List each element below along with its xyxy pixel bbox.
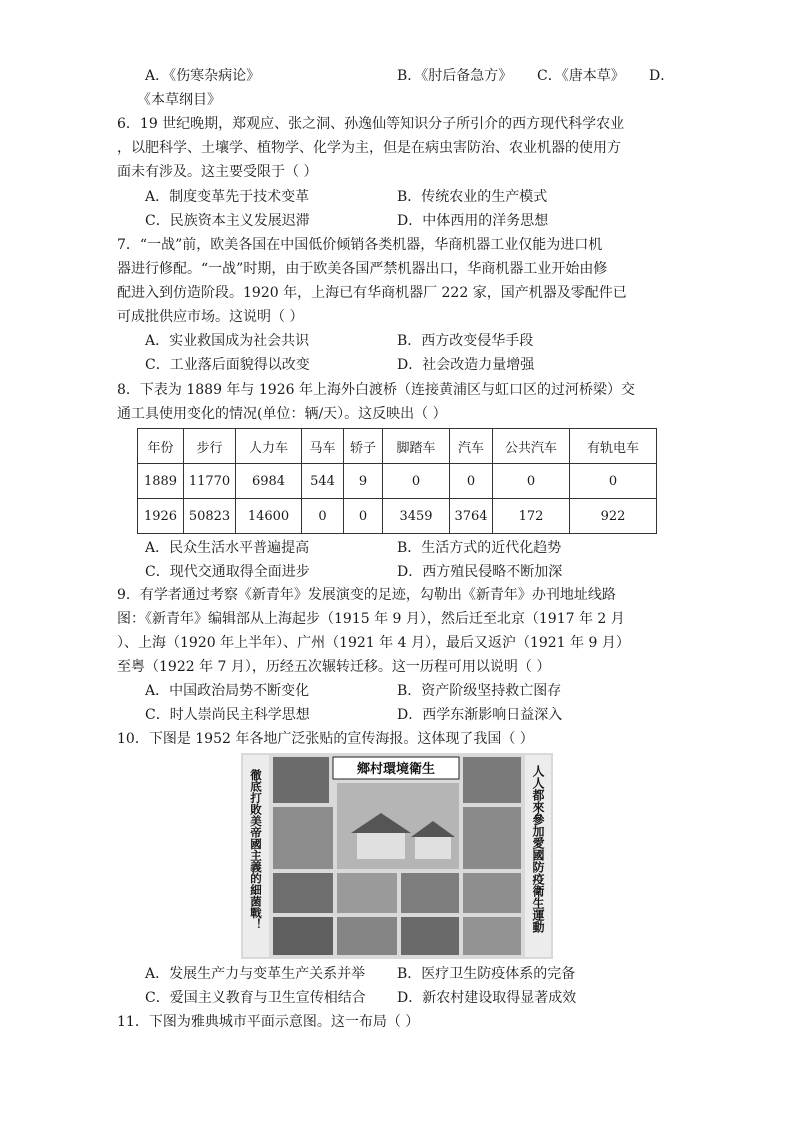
poster-house bbox=[415, 837, 451, 859]
q8-stem-line: 通工具使用变化的情况(单位：辆/天）。这反映出（ ） bbox=[117, 406, 447, 422]
poster-panel bbox=[273, 917, 333, 955]
q8-option-d: D．西方殖民侵略不断加深 bbox=[397, 564, 563, 580]
table-row bbox=[138, 499, 657, 534]
table-header-cell: 步行 bbox=[184, 429, 236, 464]
poster-panel bbox=[463, 757, 521, 803]
table-header-cell: 汽车 bbox=[450, 429, 493, 464]
q5-option-d: D． bbox=[649, 68, 675, 84]
table-header-cell: 马车 bbox=[302, 429, 344, 464]
table-cell: 0 bbox=[450, 464, 493, 499]
table-header-cell: 有轨电车 bbox=[570, 429, 657, 464]
q7-stem-line: 配进入到仿造阶段。1920 年，上海已有华商机器厂 222 家，国产机器及零配件已 bbox=[117, 285, 627, 301]
q10-option-c: C．爱国主义教育与卫生宣传相结合 bbox=[145, 990, 366, 1006]
q9-stem-line: ）、上海（1920 年上半年）、广州（1921 年 4 月），最后又返沪（1921 年 9 月） bbox=[117, 635, 630, 651]
q5-option-c: C．《唐本草》 bbox=[537, 68, 625, 84]
poster-left-slogan: 徹底打敗美帝國主義的細菌戰！ bbox=[249, 769, 263, 930]
q10-option-b: B．医疗卫生防疫体系的完备 bbox=[397, 966, 576, 982]
q10-option-d: D．新农村建设取得显著成效 bbox=[397, 990, 577, 1006]
q6-option-a: A．制度变革先于技术变革 bbox=[145, 189, 310, 205]
table-cell: 6984 bbox=[236, 464, 302, 499]
table-cell: 922 bbox=[570, 499, 657, 534]
table-cell: 0 bbox=[493, 464, 570, 499]
poster-title: 鄉村環境衛生 bbox=[356, 762, 436, 777]
table-cell: 172 bbox=[493, 499, 570, 534]
poster-panel bbox=[463, 917, 521, 955]
q6-stem-line: 面未有涉及。这主要受限于（ ） bbox=[117, 164, 318, 180]
table-cell: 3764 bbox=[450, 499, 493, 534]
table-cell: 1889 bbox=[138, 464, 184, 499]
q8-option-b: B．生活方式的近代化趋势 bbox=[397, 540, 562, 556]
q7-option-a: A．实业救国成为社会共识 bbox=[145, 333, 310, 349]
q9-stem-line: 图：《新青年》编辑部从上海起步（1915 年 9 月），然后迁至北京（1917 年 2 月 bbox=[117, 611, 625, 627]
q9-stem-line: 9．有学者通过考察《新青年》发展演变的足迹，勾勒出《新青年》办刊地址线路 bbox=[117, 587, 616, 603]
table-header-cell: 人力车 bbox=[236, 429, 302, 464]
q7-option-b: B．西方改变侵华手段 bbox=[397, 333, 534, 349]
table-cell: 0 bbox=[570, 464, 657, 499]
q5-option-a: A．《伤寒杂病论》 bbox=[145, 68, 261, 84]
poster-panel bbox=[463, 873, 521, 913]
q6-option-d: D．中体西用的洋务思想 bbox=[397, 213, 549, 229]
table-cell: 0 bbox=[383, 464, 450, 499]
q9-stem-line: 至粤（1922 年 7 月），历经五次辗转迁移。这一历程可用以说明（ ） bbox=[117, 659, 551, 675]
table-cell: 0 bbox=[302, 499, 344, 534]
q8-option-c: C．现代交通取得全面进步 bbox=[145, 564, 310, 580]
table-header-cell: 公共汽车 bbox=[493, 429, 570, 464]
poster-panel bbox=[463, 807, 521, 869]
table-cell: 1926 bbox=[138, 499, 184, 534]
propaganda-poster bbox=[241, 753, 553, 959]
poster-panel bbox=[337, 873, 397, 913]
q9-option-a: A．中国政治局势不断变化 bbox=[145, 683, 310, 699]
table-cell: 11770 bbox=[184, 464, 236, 499]
poster-panel bbox=[273, 807, 333, 869]
q5-option-d-text: 《本草纲目》 bbox=[137, 92, 221, 108]
table-cell: 50823 bbox=[184, 499, 236, 534]
poster-panel bbox=[401, 917, 459, 955]
q6-option-c: C．民族资本主义发展迟滞 bbox=[145, 213, 310, 229]
q10-stem-line: 10．下图是 1952 年各地广泛张贴的宣传海报。这体现了我国（ ） bbox=[117, 731, 534, 747]
q7-option-c: C．工业落后面貌得以改变 bbox=[145, 357, 310, 373]
table-header-cell: 轿子 bbox=[344, 429, 383, 464]
poster-panel bbox=[273, 757, 329, 803]
poster-panel bbox=[337, 917, 397, 955]
poster-panel bbox=[401, 873, 459, 913]
table-cell: 544 bbox=[302, 464, 344, 499]
table-header-cell: 脚踏车 bbox=[383, 429, 450, 464]
q10-option-a: A．发展生产力与变革生产关系并举 bbox=[145, 966, 366, 982]
q7-stem-line: 可成批供应市场。这说明（ ） bbox=[117, 309, 304, 325]
table-header-row bbox=[138, 429, 657, 464]
q6-stem-line: ，以肥科学、土壤学、植物学、化学为主，但是在病虫害防治、农业机器的使用方 bbox=[117, 140, 621, 156]
table-cell: 3459 bbox=[383, 499, 450, 534]
q7-stem-line: 器进行修配。“一战”时期，由于欧美各国严禁机器出口，华商机器工业开始由修 bbox=[117, 261, 608, 277]
table-header-cell: 年份 bbox=[138, 429, 184, 464]
table-cell: 9 bbox=[344, 464, 383, 499]
q8-option-a: A．民众生活水平普遍提高 bbox=[145, 540, 310, 556]
q6-option-b: B．传统农业的生产模式 bbox=[397, 189, 548, 205]
q8-stem-line: 8．下表为 1889 年与 1926 年上海外白渡桥（连接黄浦区与虹口区的过河桥梁）交 bbox=[117, 382, 635, 398]
q9-option-c: C．时人崇尚民主科学思想 bbox=[145, 707, 310, 723]
q9-option-b: B．资产阶级坚持救亡图存 bbox=[397, 683, 562, 699]
q7-stem-line: 7．“一战”前，欧美各国在中国低价倾销各类机器，华商机器工业仅能为进口机 bbox=[117, 237, 603, 253]
q7-option-d: D．社会改造力量增强 bbox=[397, 357, 535, 373]
table-cell: 0 bbox=[344, 499, 383, 534]
table-row bbox=[138, 464, 657, 499]
poster-right-slogan: 人人都來參加愛國防疫衛生運動 bbox=[531, 765, 545, 933]
poster-panel bbox=[273, 873, 333, 913]
traffic-table bbox=[137, 428, 657, 534]
q11-stem-line: 11．下图为雅典城市平面示意图。这一布局（ ） bbox=[117, 1014, 420, 1030]
poster-house bbox=[357, 833, 405, 859]
table-cell: 14600 bbox=[236, 499, 302, 534]
q6-stem-line: 6．19 世纪晚期，郑观应、张之洞、孙逸仙等知识分子所引介的西方现代科学农业 bbox=[117, 116, 625, 132]
q9-option-d: D．西学东渐影响日益深入 bbox=[397, 707, 563, 723]
q5-option-b: B．《肘后备急方》 bbox=[397, 68, 513, 84]
